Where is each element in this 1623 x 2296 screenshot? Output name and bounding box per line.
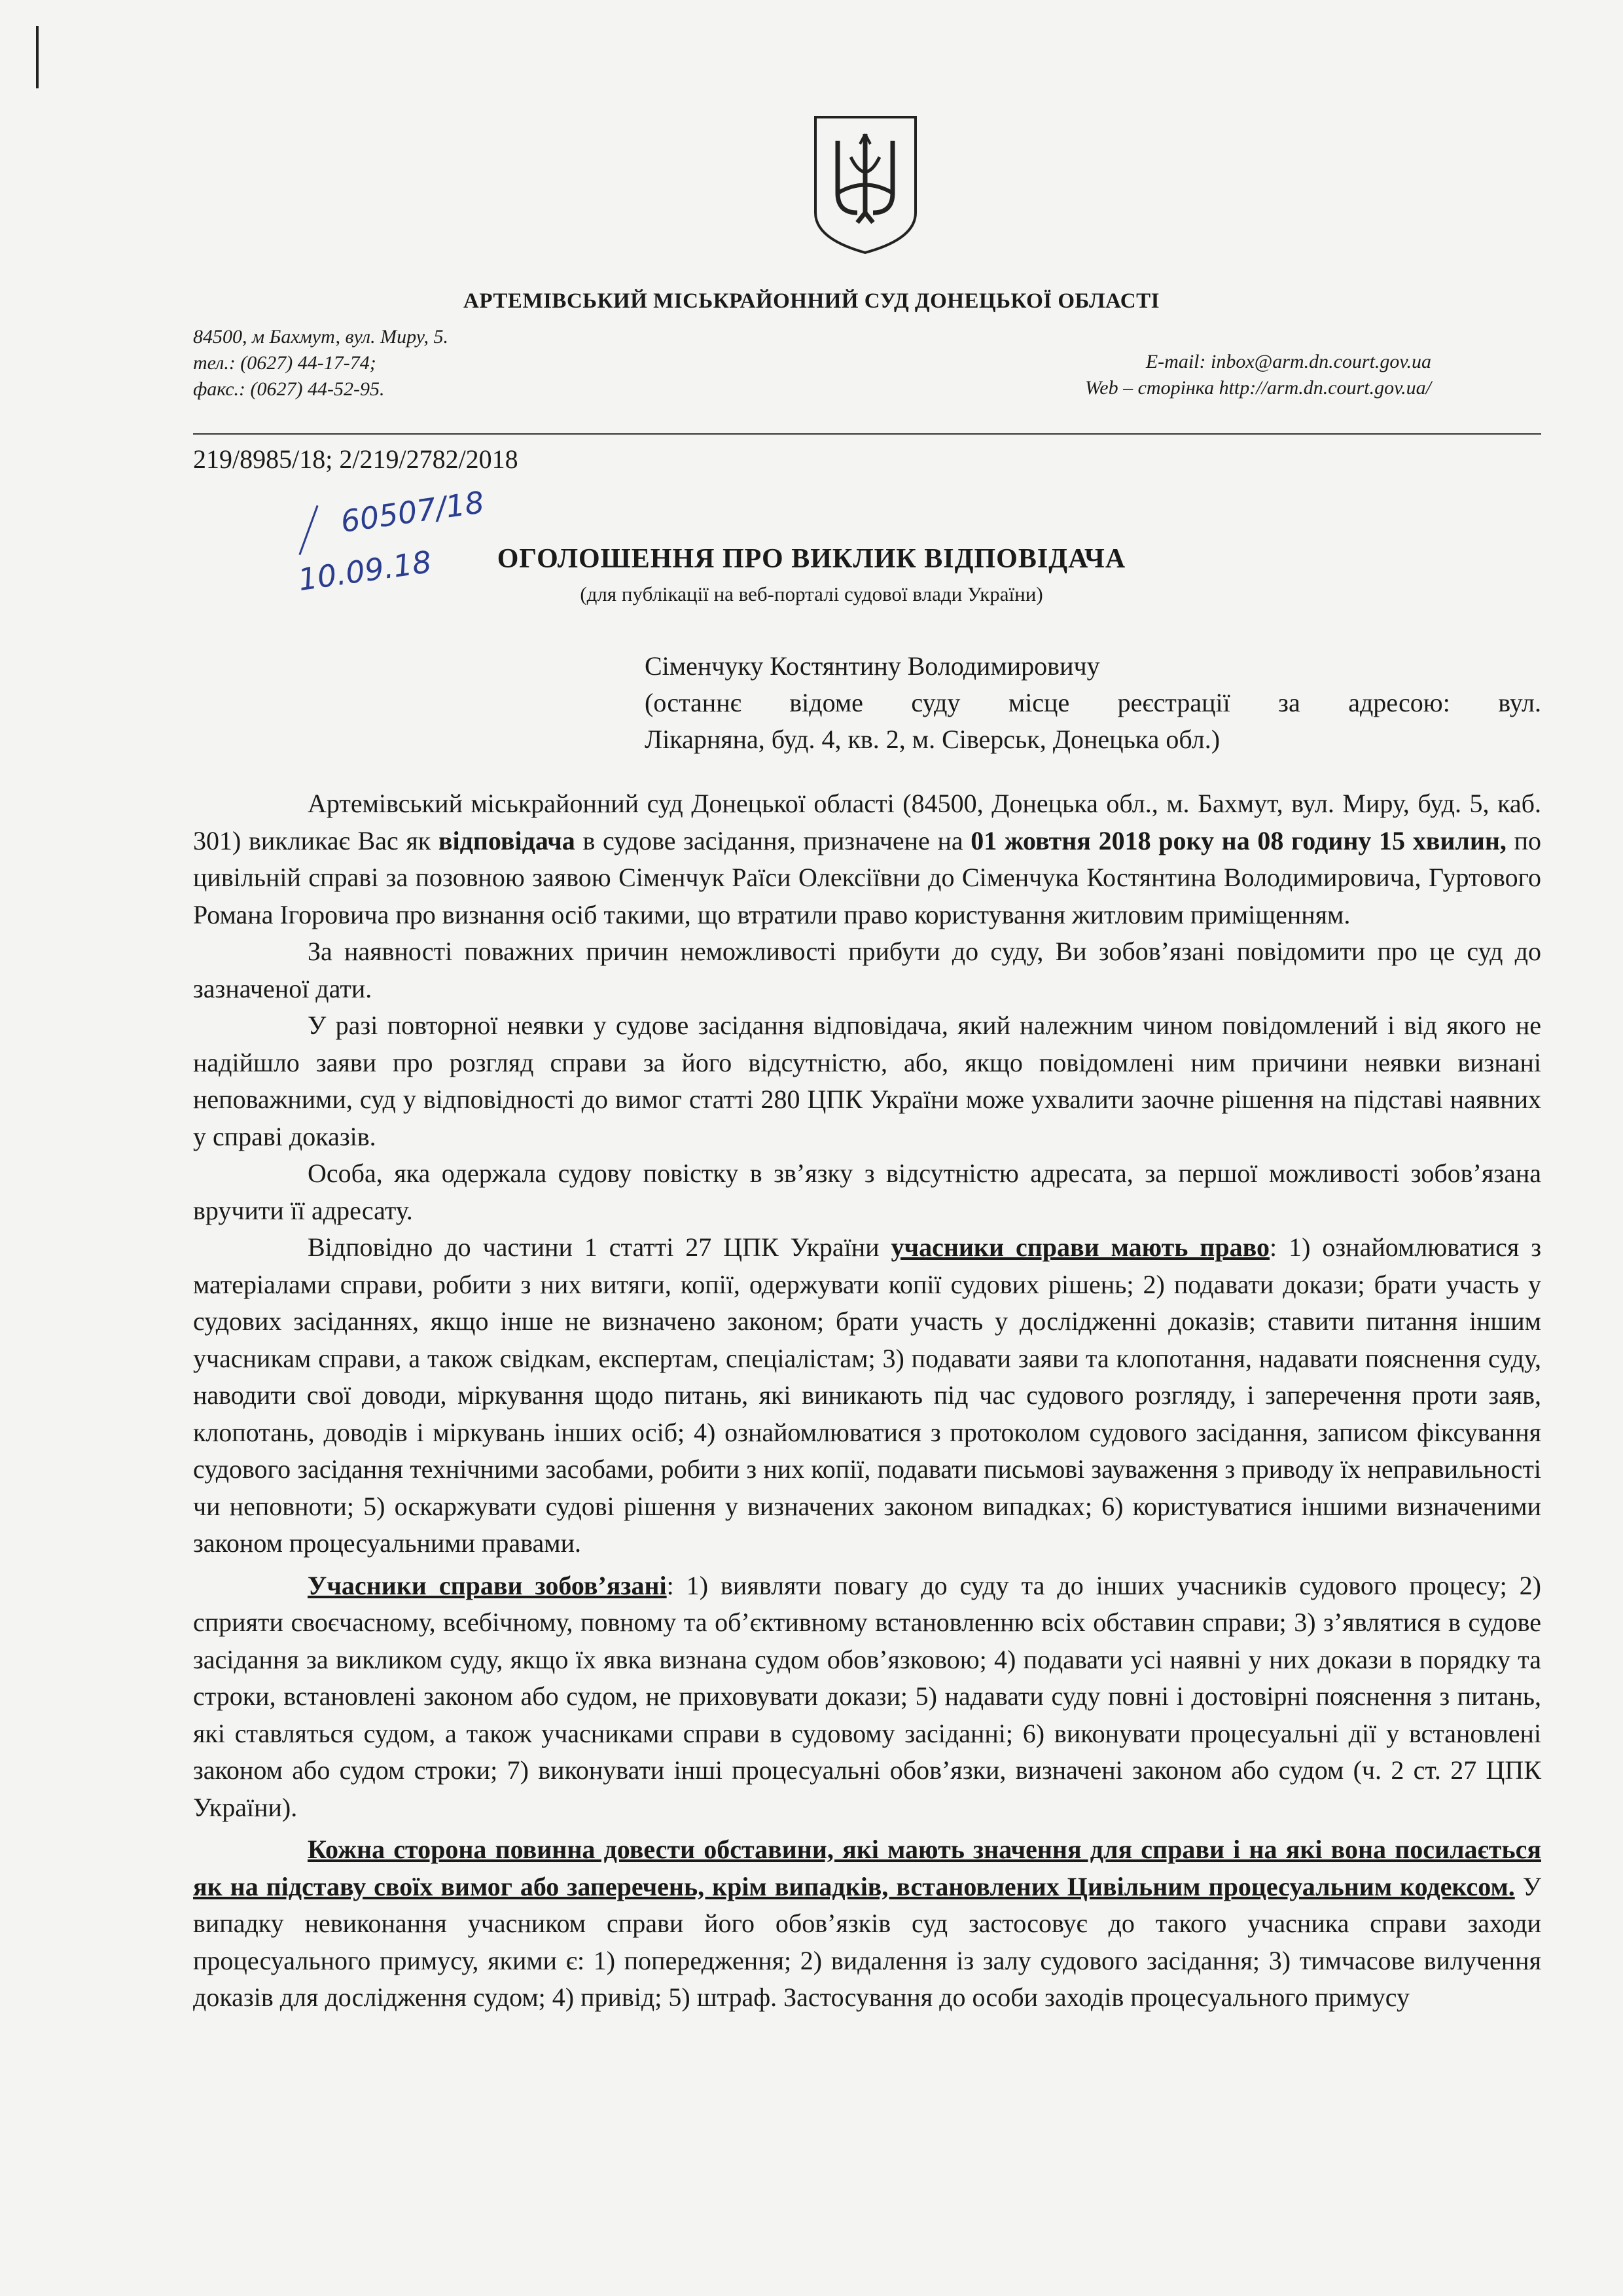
paragraph-burden-of-proof: [193, 1831, 1541, 2017]
coat-of-arms-trident-icon: [812, 115, 919, 255]
court-email: E-mail: inbox@arm.dn.court.gov.ua: [1145, 351, 1431, 372]
handwritten-registration-number: 60507/18: [338, 484, 487, 540]
court-fax: факс.: (0627) 44-52-95.: [193, 378, 385, 400]
addressee-address-line: (останнє відоме суду місце реєстрації за адресою: вул.: [645, 688, 1541, 717]
notice-body: [193, 785, 1541, 2017]
addressee-name: Сіменчуку Костянтину Володимировичу: [645, 651, 1100, 681]
paragraph-notice-duty: За наявності поважних причин неможливості прибути до суду, Ви зобов’язані повідомити про це суд до зазначеної дати.: [193, 937, 1541, 1003]
paragraph-delivery: Особа, яка одержала судову повістку в зв’язку з відсутністю адресата, за першої можливості зобов’язана вручити її адресату.: [193, 1158, 1541, 1225]
text-span: Відповідно до частини 1 статті 27 ЦПК України: [308, 1232, 891, 1262]
court-contacts-left: [193, 324, 448, 403]
text-span: : 1) ознайомлюватися з матеріалами справи, робити з них витяги, копії, одержувати копії судових рішень; 2) подавати докази; брати участь у судових засіданнях, якщо інше не визначено законом; брати участь у дослідженні доказів; ставити питання іншим учасникам справи, а також свідкам, експертам, спеціалістам; 3) подавати заяви та клопотання, надавати пояснення суду, наводити свої доводи, міркування щодо питань, які виникають під час судового розгляду, і заперечення проти заяв, клопотань, доводів і міркувань інших осіб; 4) ознайомлюватися з протоколом судового засідання, записом фіксування судового засідання технічними засобами, робити з них копії, подавати письмові зауваження з приводу їх неправильності чи неповноти; 5) оскаржувати судові рішення у визначених законом випадках; 6) користуватися іншими визначеними законом процесуальними правами.: [193, 1232, 1541, 1558]
handwritten-registration-date: 10.09.18: [296, 544, 434, 598]
text-span: Артемівський міськрайонний суд Донецької області (84500, Донецька обл., м. Бахмут, вул. Миру, буд. 5, каб. 301) викликає Вас як: [193, 789, 1541, 855]
court-name: АРТЕМІВСЬКИЙ МІСЬКРАЙОННИЙ СУД ДОНЕЦЬКОЇ ОБЛАСТІ: [463, 289, 1160, 313]
text-span: : 1) виявляти повагу до суду та до інших учасників судового процесу; 2) сприяти своєчасному, всебічному, повному та об’єктивному встановленню всіх обставин справи; 3) з’являтися в судове засідання за викликом суду, якщо їх явка визнана судом обов’язковою; 4) подавати усі наявні у них докази в порядку та строки, встановлені законом або судом, не приховувати докази; 5) надавати суду повні і достовірні пояснення з питань, які ставляться судом, а також учасниками справи в судовому засіданні; 6) виконувати процесуальні дії у встановлені законом або судом строки; 7) виконувати інші процесуальні обов’язки, визначені законом або судом (ч. 2 ст. 27 ЦПК України).: [193, 1570, 1541, 1822]
paragraph-obligations: [193, 1568, 1541, 1827]
scan-margin-mark: [36, 26, 39, 88]
addressee-block: [645, 648, 1541, 758]
rights-heading: учасники справи мають право: [891, 1232, 1270, 1262]
court-contacts-right: [1085, 349, 1431, 401]
text-span: по цивільній справі за позовною заявою Сіменчук Раїси Олексіївни до Сіменчука Костянтина Володимировича, Гуртового Романа Ігоровича про визнання осіб такими, що втратили право користування житловим приміщенням.: [193, 825, 1542, 929]
header-divider: [193, 433, 1541, 435]
paragraph-summons: [193, 785, 1541, 933]
court-address: 84500, м Бахмут, вул. Миру, 5.: [193, 326, 449, 348]
text-span: в судове засідання, призначене на: [575, 825, 971, 855]
addressee-address-line: Лікарняна, буд. 4, кв. 2, м. Сіверськ, Донецька обл.): [645, 725, 1221, 754]
document-title: ОГОЛОШЕННЯ ПРО ВИКЛИК ВІДПОВІДАЧА: [497, 544, 1126, 574]
paragraph-absence: У разі повторної неявки у судове засідання відповідача, який належним чином повідомлений і від якого не надійшло заяви про розгляд справи за його відсутністю, або, якщо повідомлені ним причини неявки визнані неповажними, суд у відповідності до вимог статті 280 ЦПК України може ухвалити заочне рішення на підставі наявних у справі доказів.: [193, 1011, 1541, 1151]
court-website: Web – сторінка http://arm.dn.court.gov.ua/: [1085, 377, 1431, 399]
text-span: У випадку невиконання учасником справи його обов’язків суд застосовує до такого учасника справи заходи процесуального примусу, якими є: 1) попередження; 2) видалення із залу судового засідання; 3) тимчасове вилучення доказів для дослідження судом; 4) привід; 5) штраф. Застосування до особи заходів процесуального примусу: [193, 1871, 1541, 2012]
bold-role: відповідача: [438, 825, 575, 855]
obligations-heading: Учасники справи зобов’язані: [308, 1570, 667, 1600]
case-number: 219/8985/18; 2/219/2782/2018: [193, 444, 518, 474]
burden-of-proof-statement: Кожна сторона повинна довести обставини, які мають значення для справи і на які вона посилається як на підставу своїх вимог або заперечень, крім випадків, встановлених Цивільним процесуальним кодексом.: [193, 1835, 1541, 1901]
court-phone: тел.: (0627) 44-17-74;: [193, 352, 376, 374]
paragraph-rights: [193, 1229, 1541, 1562]
document-subtitle: (для публікації на веб-порталі судової влади України): [580, 583, 1043, 605]
hearing-datetime: 01 жовтня 2018 року на 08 годину 15 хвилин,: [971, 825, 1507, 855]
